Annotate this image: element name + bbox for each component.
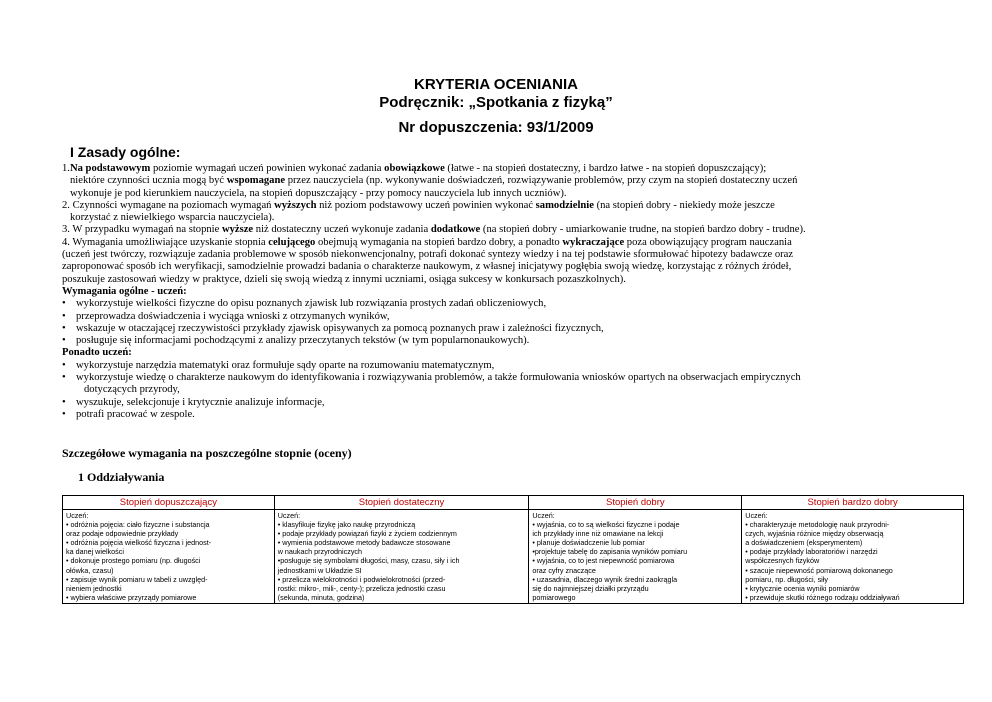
general-requirements-heading: Wymagania ogólne - uczeń: — [62, 285, 187, 297]
cell-line: • uzasadnia, dlaczego wynik średni zaokrągla — [532, 574, 678, 584]
cell-line: ka danej wielkości — [66, 547, 124, 557]
list-item: • wykorzystuje wiedzę o charakterze naukowym do identyfikowania i rozwiązywania problemów, a także formułowania wniosków opartych na obserwacjach empirycznych — [62, 372, 801, 384]
detailed-requirements-heading: Szczegółowe wymagania na poszczególne stopnie (oceny) — [62, 446, 352, 460]
cell-line: • odróżnia pojęcia: ciało fizyczne i substancja — [66, 520, 210, 530]
criteria-cell-grade-3 — [274, 510, 529, 604]
cell-line: rostki: mikro-, mili-, centy-); przelicza jednostki czasu — [277, 583, 446, 593]
cell-line: pomiarowego — [532, 592, 576, 602]
cell-line: • klasyfikuje fizykę jako naukę przyrodniczą — [277, 520, 416, 530]
cell-line: • wyjaśnia, co to jest niepewność pomiarowa — [532, 556, 675, 566]
cell-line: jednostkami w Układzie SI — [277, 565, 362, 575]
rule-4-line-2: (uczeń jest twórczy, rozwiązuje zadania problemowe w sposób niekonwencjonalny, potrafi dokonać syntezy wiedzy i na tej podstawie sformułować hipotezy badawcze oraz — [62, 249, 794, 261]
criteria-cell-grade-2 — [63, 510, 275, 604]
cell-line: •posługuje się symbolami długości, masy, czasu, siły i ich — [277, 556, 460, 566]
document-title: KRYTERIA OCENIANIA — [414, 76, 578, 93]
cell-line: Uczeń: — [745, 511, 768, 520]
approval-number: Nr dopuszczenia: 93/1/2009 — [398, 119, 594, 136]
column-header-grade-3: Stopień dostateczny — [274, 496, 529, 510]
list-item: • wykorzystuje wielkości fizyczne do opisu poznanych zjawisk lub rozwiązania prostych zadań obliczeniowych, — [62, 298, 547, 310]
rule-4-line-4: poszukuje zastosowań wiedzy w praktyce, dzieli się swoją wiedzą z innymi uczniami, osiąga sukcesy w konkursach pozaszkolnych). — [62, 273, 626, 285]
cell-line: • przelicza wielokrotności i podwielokrotności (przed- — [277, 574, 446, 584]
rule-1-line-3: wykonuje je pod kierunkiem nauczyciela, na stopień dopuszczający - przy pomocy nauczyciela lub innych uczniów). — [70, 187, 567, 199]
list-item: • wyszukuje, selekcjonuje i krytycznie analizuje informacje, — [62, 396, 325, 408]
cell-line: • szacuje niepewność pomiarową dokonanego — [745, 565, 893, 575]
cell-line: • planuje doświadczenie lub pomiar — [532, 538, 645, 548]
cell-line: współczesnych fizyków — [745, 556, 820, 566]
cell-line: • podaje przykłady laboratoriów i narzędzi — [745, 547, 878, 557]
rule-3-line-1: 3. W przypadku wymagań na stopnie wyższe niż dostateczny uczeń wykonuje zadania dodatkowe (na stopień dobry - umiarkowanie trudne, na stopień bardzo dobry - trudne). — [62, 224, 806, 236]
cell-line: • wybiera właściwe przyrządy pomiarowe — [66, 592, 197, 602]
table-row — [63, 510, 964, 604]
chapter-heading: 1 Oddziaływania — [78, 470, 165, 484]
cell-line: • wyjaśnia, co to są wielkości fizyczne i podaje — [532, 520, 680, 530]
list-item: • posługuje się informacjami pochodzącymi z analizy przeczytanych tekstów (w tym popularnonaukowych). — [62, 335, 530, 347]
rules-body — [62, 163, 942, 421]
cell-line: ich przykłady inne niż omawiane na lekcji — [532, 529, 664, 539]
column-header-grade-2: Stopień dopuszczający — [63, 496, 275, 510]
list-item: • potrafi pracować w zespole. — [62, 408, 195, 420]
additional-requirements-heading: Ponadto uczeń: — [62, 347, 132, 359]
cell-line: • wymienia podstawowe metody badawcze stosowane — [277, 538, 451, 548]
rule-1-line-2: niektóre czynności ucznia mogą być wspomagane przez nauczyciela (np. wykonywanie doświadczeń, rozwiązywanie problemów, przy czym na stopień dostateczny uczeń — [70, 175, 798, 187]
list-item: • przeprowadza doświadczenia i wyciąga wnioski z otrzymanych wyników, — [62, 310, 390, 322]
document-subtitle: Podręcznik: „Spotkania z fizyką” — [379, 94, 613, 111]
cell-line: czych, wyjaśnia różnice między obserwacją — [745, 529, 884, 539]
cell-line: • podaje przykłady powiązań fizyki z życiem codziennym — [277, 529, 457, 539]
cell-line: ołówka, czasu) — [66, 565, 114, 575]
cell-line: • zapisuje wynik pomiaru w tabeli z uwzględ- — [66, 574, 208, 584]
cell-line: oraz podaje odpowiednie przykłady — [66, 529, 179, 539]
cell-line: • krytycznie ocenia wyniki pomiarów — [745, 583, 860, 593]
list-item: • wykorzystuje narzędzia matematyki oraz formułuje sądy oparte na rozumowaniu matematycznym, — [62, 359, 495, 371]
rule-2-line-2: korzystać z niewielkiego wsparcia nauczyciela). — [70, 212, 275, 224]
cell-line: •projektuje tabelę do zapisania wyników pomiaru — [532, 547, 688, 557]
rule-4-line-3: zaproponować sposób ich weryfikacji, samodzielnie prowadzi badania o charakterze naukowym, z własnej inicjatywy pogłębia swoją wiedzę, korzystając z różnych źródeł, — [62, 261, 792, 273]
cell-line: nieniem jednostki — [66, 583, 122, 593]
cell-line: w naukach przyrodniczych — [277, 547, 363, 557]
criteria-cell-grade-4 — [529, 510, 742, 604]
list-item: • wskazuje w otaczającej rzeczywistości przykłady zjawisk opisywanych za pomocą poznanych praw i zależności fizycznych, — [62, 322, 604, 334]
cell-line: oraz cyfry znaczące — [532, 565, 596, 575]
cell-line: pomiaru, np. długości, siły — [745, 574, 828, 584]
cell-line: • przewiduje skutki różnego rodzaju oddziaływań — [745, 592, 900, 602]
cell-line: (sekunda, minuta, godzina) — [277, 592, 365, 602]
column-header-grade-4: Stopień dobry — [529, 496, 742, 510]
section-heading-general-rules: I Zasady ogólne: — [70, 144, 181, 160]
criteria-cell-grade-5 — [742, 510, 964, 604]
cell-line: • dokonuje prostego pomiaru (np. długości — [66, 556, 201, 566]
cell-line: Uczeń: — [66, 511, 89, 520]
cell-line: • odróżnia pojęcia wielkość fizyczna i jednost- — [66, 538, 212, 548]
cell-line: a doświadczeniem (eksperymentem) — [745, 538, 863, 548]
grading-criteria-table — [62, 495, 964, 604]
column-header-grade-5: Stopień bardzo dobry — [742, 496, 964, 510]
rule-2-line-1: 2. Czynności wymagane na poziomach wymagań wyższych niż poziom podstawowy uczeń powinien wykonać samodzielnie (na stopień dobry - niekiedy może jeszcze — [62, 199, 775, 211]
cell-line: • charakteryzuje metodologię nauk przyrodni- — [745, 520, 890, 530]
cell-line: Uczeń: — [532, 511, 555, 520]
cell-line: się do najmniejszej działki przyrządu — [532, 583, 649, 593]
rule-4-line-1: 4. Wymagania umożliwiające uzyskanie stopnia celującego obejmują wymagania na stopień bardzo dobry, a ponadto wykraczające poza obowiązujący program nauczania — [62, 236, 792, 248]
table-header-row — [63, 496, 964, 510]
cell-line: Uczeń: — [277, 511, 301, 520]
rule-1-line-1: 1.Na podstawowym poziomie wymagań uczeń powinien wykonać zadania obowiązkowe (łatwe - na stopień dostateczny, i bardzo łatwe - na stopień dopuszczający); — [62, 163, 767, 174]
list-item-continuation: dotyczących przyrody, — [84, 384, 180, 396]
